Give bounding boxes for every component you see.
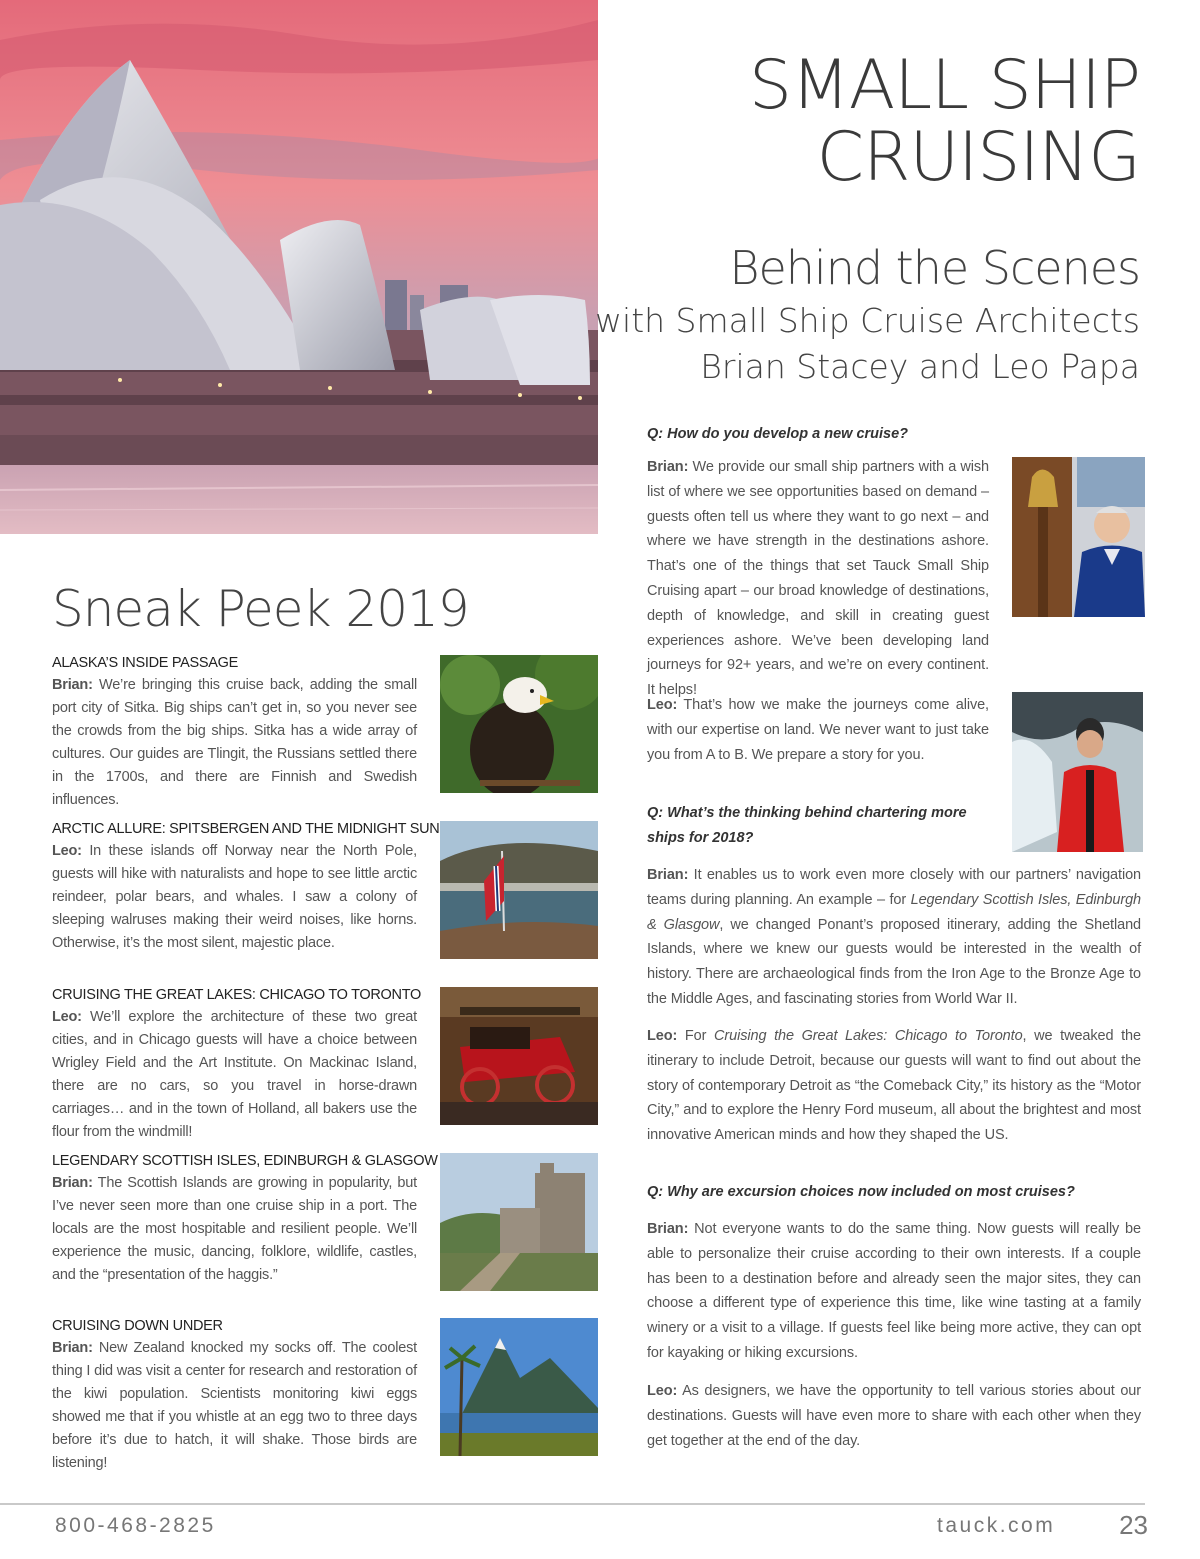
item-body: The Scottish Islands are growing in popularity, but I’ve never seen more than one cruise ship in a port. The locals are the most hospitable and resilient people. We’ll experience the music, dancing, folklore, wildlife, castles, and the “presentation of the haggis.” <box>52 1175 417 1283</box>
footer-divider <box>0 1503 1145 1505</box>
question-text: Q: Why are excursion choices now included on most cruises? <box>647 1184 1075 1200</box>
answer-body: As designers, we have the opportunity to tell various stories about our destinations. Guests will have even more to share with each other when they get together at the end of the day. <box>647 1383 1142 1449</box>
sneak-item-down-under <box>52 1318 417 1475</box>
sneak-item-scottish-isles <box>52 1153 438 1287</box>
item-text <box>52 674 417 812</box>
item-heading: CRUISING THE GREAT LAKES: CHICAGO TO TORONTO <box>52 987 421 1003</box>
item-text <box>52 1337 417 1475</box>
speaker: Leo: <box>647 697 678 713</box>
speaker: Leo: <box>647 1028 678 1044</box>
item-heading: ALASKA’S INSIDE PASSAGE <box>52 655 238 671</box>
qa-answer-3 <box>647 1217 1141 1366</box>
page-title <box>748 46 1140 197</box>
qa-answer-2b <box>647 1024 1141 1148</box>
qa-answer-2 <box>647 863 1141 1012</box>
title-line-2: CRUISING <box>816 118 1140 197</box>
qa-answer-1 <box>647 455 989 703</box>
leo-portrait-photo <box>1012 692 1143 852</box>
answer-text <box>647 1024 1141 1148</box>
fiord-photo <box>440 1318 598 1456</box>
item-text <box>52 1172 417 1287</box>
footer-phone: 800-468-2825 <box>55 1514 216 1537</box>
item-heading: ARCTIC ALLURE: SPITSBERGEN AND THE MIDNIGHT SUN <box>52 821 440 837</box>
speaker: Brian: <box>647 459 689 475</box>
speaker: Leo: <box>52 843 82 859</box>
answer-text <box>647 455 989 703</box>
item-body: We’ll explore the architecture of these two great cities, and in Chicago guests will have a choice between Wrigley Field and the Art Institute. On Mackinac Island, there are no cars, so you travel in horse-drawn carriages… and in the town of Holland, all bakers use the flour from the windmill! <box>52 1009 417 1140</box>
speaker: Leo: <box>647 1383 678 1399</box>
item-heading: CRUISING DOWN UNDER <box>52 1318 223 1334</box>
eagle-photo <box>440 655 598 793</box>
qa-question-3 <box>647 1180 1141 1205</box>
item-text <box>52 840 417 955</box>
answer-text <box>647 1217 1141 1366</box>
item-heading: LEGENDARY SCOTTISH ISLES, EDINBURGH & GLASGOW <box>52 1153 438 1169</box>
tour-name: Cruising the Great Lakes: Chicago to Toronto <box>714 1028 1023 1044</box>
subtitle-line-2: with Small Ship Cruise Architects <box>595 301 1140 340</box>
qa-answer-1b <box>647 693 989 767</box>
question-text: Q: How do you develop a new cruise? <box>647 426 909 442</box>
item-body: In these islands off Norway near the North Pole, guests will hike with naturalists and hope to see little arctic reindeer, polar bears, and whales. I saw a colony of sleeping walruses making their weird noises, like horns. Otherwise, it’s the most silent, majestic place. <box>52 843 417 951</box>
item-text <box>52 1006 417 1144</box>
tour-name: Legendary Scottish Isles, Edinburgh & Glasgow <box>647 891 1141 933</box>
subtitle-heading: Behind the Scenes <box>729 241 1140 295</box>
answer-body-start: It enables us to work even more closely with our partners’ navigation teams during planning. An example – for <box>647 867 1141 908</box>
brian-portrait-photo <box>1012 457 1145 617</box>
answer-body-start: For <box>684 1028 715 1044</box>
qa-question-2 <box>647 801 989 851</box>
item-body: We’re bringing this cruise back, adding the small port city of Sitka. Big ships can’t get in, so you never see the crowds from the big ships. Sitka has a wide array of cultures. Our guides are Tlingit, the Russians settled there in the 1700s, and there are Finnish and Swedish influences. <box>52 677 417 808</box>
qa-answer-3b <box>647 1379 1141 1453</box>
subtitle-line-3: Brian Stacey and Leo Papa <box>700 347 1140 386</box>
answer-text <box>647 1379 1141 1453</box>
answer-text <box>647 693 989 767</box>
qa-question-1 <box>647 422 1141 447</box>
castle-photo <box>440 1153 598 1291</box>
answer-body-end: , we changed Ponant’s proposed itinerary, adding the Shetland Islands, where we knew our guests would be interested in the wealth of history. There are archaeological finds from the Iron Age to the Bronze Age to the Middle Ages, and fascinating stories from World War II. <box>647 916 1141 1007</box>
answer-body-end: , we tweaked the itinerary to include Detroit, because our guests will want to find out about the story of contemporary Detroit as “the Comeback City,” its history as the “Motor City,” and to explore the Henry Ford museum, all about the brightest and most innovative American minds and how they shaped the US. <box>647 1028 1141 1144</box>
item-body: New Zealand knocked my socks off. The coolest thing I did was visit a center for research and restoration of the kiwi population. Scientists monitoring kiwi eggs showed me that if you whistle at an egg two to three days before it’s due to hatch, it will shake. Those birds are listening! <box>52 1340 417 1471</box>
subtitle-byline <box>595 298 1140 390</box>
sneak-item-arctic <box>52 821 440 955</box>
speaker: Brian: <box>647 867 689 883</box>
answer-body: That’s how we make the journeys come alive, with our expertise on land. We never want to just take you from A to B. We prepare a story for you. <box>647 697 989 763</box>
speaker: Brian: <box>52 677 93 693</box>
answer-text <box>647 863 1141 1012</box>
footer-website: tauck.com <box>937 1514 1056 1537</box>
sneak-item-alaska <box>52 655 417 812</box>
speaker: Brian: <box>52 1340 93 1356</box>
title-line-1: SMALL SHIP <box>748 46 1140 125</box>
speaker: Brian: <box>52 1175 93 1191</box>
arctic-ship-photo <box>440 821 598 959</box>
hero-photo-opera-house <box>0 0 598 534</box>
answer-body: Not everyone wants to do the same thing. Now guests will really be able to personalize their cruise according to their own interests. If a couple has been to a destination before and already seen the major sites, they can choose a different type of experience this time, like wine tasting at a family winery or a visit to a village. If guests feel like being more active, they can opt for kayaking or hiking excursions. <box>647 1221 1141 1361</box>
vintage-car-photo <box>440 987 598 1125</box>
question-text: Q: What’s the thinking behind chartering more ships for 2018? <box>647 805 967 846</box>
page-number: 23 <box>1119 1510 1148 1540</box>
sneak-peek-heading: Sneak Peek 2019 <box>52 580 469 638</box>
sneak-item-great-lakes <box>52 987 421 1144</box>
speaker: Leo: <box>52 1009 82 1025</box>
speaker: Brian: <box>647 1221 689 1237</box>
answer-body: We provide our small ship partners with a wish list of where we see opportunities based on demand – guests often tell us where they want to go next – and where we have strength in the destinations ashore. That’s one of the things that set Tauck Small Ship Cruising apart – our broad knowledge of destinations, depth of knowledge, and skill in creating guest experiences ashore. We’ve been developing land journeys for 92+ years, and we’re on every continent. It helps! <box>647 459 989 699</box>
